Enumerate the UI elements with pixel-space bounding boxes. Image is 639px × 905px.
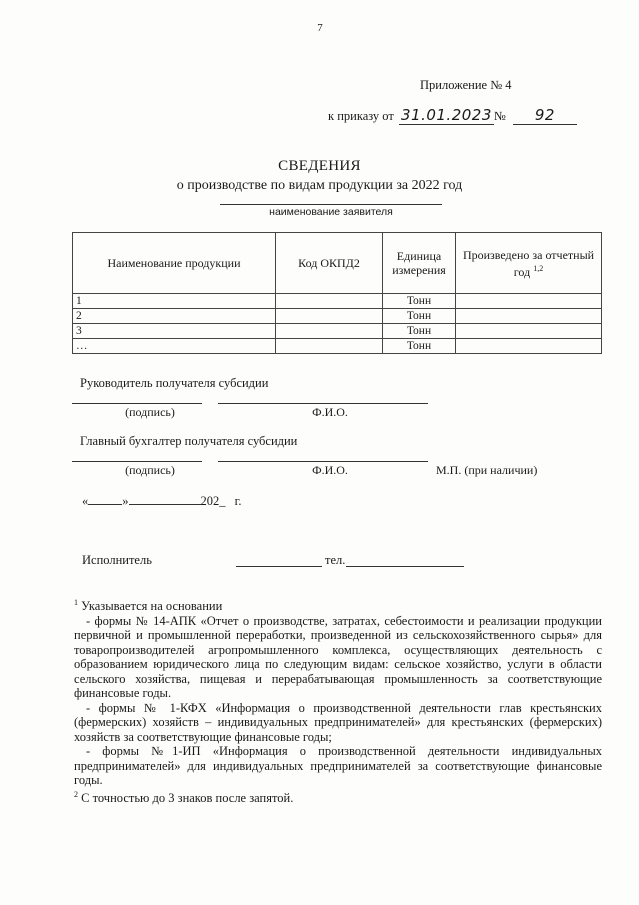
table-row (73, 324, 602, 339)
footnote-1-marker: 1 (74, 598, 78, 607)
table-header-row (73, 233, 602, 294)
row-number: 1 (73, 294, 276, 309)
footnote-1-item-kfh: - формы № 1-КФХ «Информация о производственной деятельности глав крестьянских (фермерских) хозяйств – индивидуальных предпринимателей» для крестьянских (фермерских) хозяйств за соответствующие финансовые годы; (74, 700, 602, 744)
head-title: Руководитель получателя субсидии (80, 376, 269, 390)
footnote-1-intro-text: Указывается на основании (81, 599, 223, 614)
code-cell[interactable] (276, 309, 383, 324)
header-unit: Единица измерения (383, 233, 456, 294)
footnote-2 (74, 788, 602, 806)
applicant-caption: наименование заявителя (269, 206, 393, 218)
executor-name-line[interactable] (236, 566, 322, 567)
row-number: 3 (73, 324, 276, 339)
date-day-blank[interactable] (88, 504, 122, 505)
head-name-line[interactable] (218, 403, 428, 404)
row-number: … (73, 339, 276, 354)
header-product: Наименование продукции (73, 233, 276, 294)
table-row (73, 294, 602, 309)
head-name-caption: Ф.И.О. (312, 405, 348, 419)
unit-cell: Тонн (383, 324, 456, 339)
date-year: 202_ (200, 494, 226, 508)
head-signature-caption: (подпись) (125, 405, 175, 419)
header-code: Код ОКПД2 (276, 233, 383, 294)
code-cell[interactable] (276, 339, 383, 354)
produced-cell[interactable] (456, 339, 602, 354)
footnote-2-text: С точностью до 3 знаков после запятой. (81, 790, 294, 805)
produced-cell[interactable] (456, 309, 602, 324)
footnote-2-marker: 2 (74, 789, 78, 799)
order-number-sign: № (493, 109, 506, 123)
order-number: 92 (513, 106, 577, 125)
date-month-blank[interactable] (129, 504, 201, 505)
unit-cell: Тонн (383, 309, 456, 324)
appendix-title: Приложение № 4 (420, 78, 512, 92)
order-reference (328, 106, 577, 125)
page-number: 7 (317, 22, 323, 34)
code-cell[interactable] (276, 324, 383, 339)
header-produced-sup: 1,2 (533, 263, 544, 273)
code-cell[interactable] (276, 294, 383, 309)
row-number: 2 (73, 309, 276, 324)
footnotes (74, 596, 602, 805)
applicant-name-line[interactable] (220, 204, 442, 205)
stamp-caption: М.П. (при наличии) (436, 463, 538, 477)
document-subtitle: о производстве по видам продукции за 2022 год (176, 178, 463, 193)
phone-line[interactable] (346, 566, 464, 567)
footnote-1-intro (74, 596, 602, 614)
table-row (73, 339, 602, 354)
footnote-1-item-ip: - формы №1-ИП «Информация о производственной деятельности индивидуальных предпринимателей» для индивидуальных предпринимателей за соответствующие финансовые годы. (74, 744, 602, 788)
table-row (73, 309, 602, 324)
accountant-name-line[interactable] (218, 461, 428, 462)
document-title: СВЕДЕНИЯ (278, 158, 361, 174)
header-produced-label: Произведено за отчетный год (462, 247, 595, 279)
date-line (82, 494, 241, 509)
unit-cell: Тонн (383, 294, 456, 309)
phone-label: тел. (325, 553, 346, 567)
accountant-title: Главный бухгалтер получателя субсидии (80, 434, 298, 448)
date-close-quote: » (122, 494, 129, 508)
executor-label: Исполнитель (82, 553, 152, 567)
accountant-signature-line[interactable] (72, 461, 202, 462)
order-prefix: к приказу от (328, 109, 394, 123)
footnote-1-item-apk: - формы № 14-АПК «Отчет о производстве, затратах, себестоимости и реализации продукции первичной и промышленной переработки, произведенной из сельскохозяйственного сырья» для товаропроизводителей агропромышленного комплекса, осуществляющих деятельность с образованием юридического лица по следующим видам: сельское хозяйство, услуги в области сельского хозяйства, пищевая и перерабатывающая промышленность за соответствующие финансовые годы. (74, 613, 602, 701)
unit-cell: Тонн (383, 339, 456, 354)
date-suffix: г. (234, 494, 242, 508)
produced-cell[interactable] (456, 294, 602, 309)
head-signature-line[interactable] (72, 403, 202, 404)
produced-cell[interactable] (456, 324, 602, 339)
accountant-signature-caption: (подпись) (125, 463, 175, 477)
accountant-name-caption: Ф.И.О. (312, 463, 348, 477)
production-table (72, 232, 602, 354)
date-open-quote: « (82, 494, 89, 508)
order-date: 31.01.2023 (400, 106, 492, 124)
header-produced (456, 233, 602, 294)
